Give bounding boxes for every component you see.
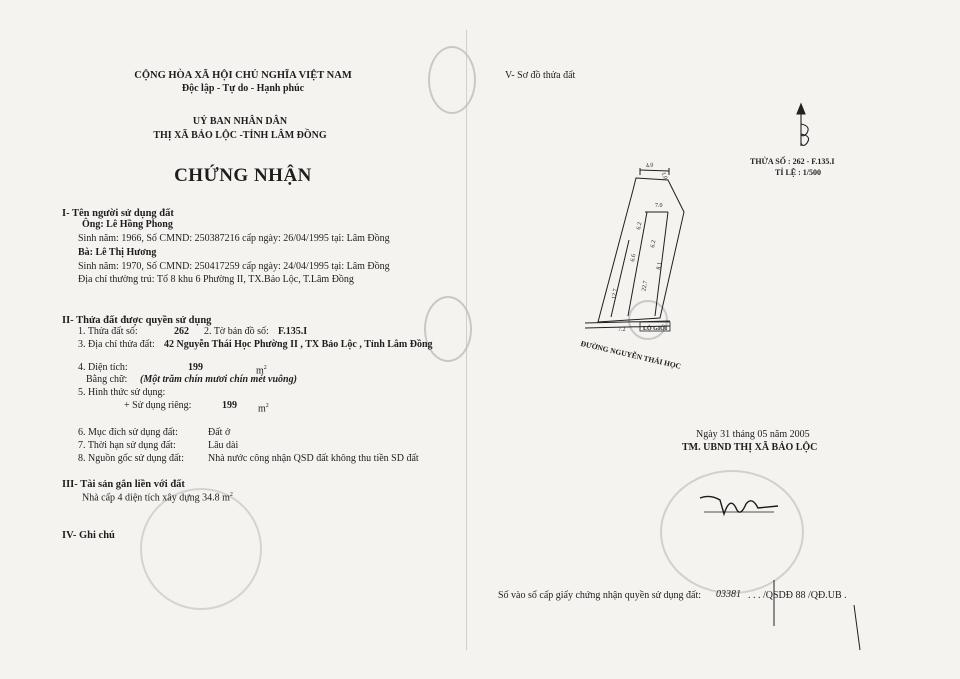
dim-left-long: 12.7: [611, 288, 620, 300]
private-use-value: 199: [222, 400, 237, 411]
dim-right-long: 22.7: [641, 280, 650, 292]
person1-info: Sinh năm: 1966, Số CMND: 250387216 cấp ngày: 26/04/1995 tại: Lâm Đồng: [78, 233, 390, 244]
dim-inner-c: 6.6: [630, 253, 638, 263]
page-title: CHỨNG NHẬN: [174, 165, 312, 186]
area-unit: $m^2$: [256, 365, 267, 377]
section1-heading: I- Tên người sử dụng đất: [62, 208, 174, 219]
registry-label: Số vào sổ cấp giấy chứng nhận quyền sử dụng đất:: [498, 590, 702, 601]
person1-name: Ông: Lê Hồng Phong: [82, 219, 173, 230]
parcel-address: 42 Nguyễn Thái Học Phường II , TX Bảo Lộc , Tỉnh Lâm Đồng: [164, 339, 433, 350]
purpose-label: 6. Mục đích sử dụng đất:: [78, 427, 178, 438]
purpose-value: Đất ở: [208, 427, 231, 438]
term-value: Lâu dài: [208, 440, 239, 451]
road-label: ĐƯỜNG NGUYỄN THÁI HỌC: [579, 338, 682, 371]
issue-date: Ngày 31 tháng 05 năm 2005: [696, 429, 810, 440]
asset-detail: Nhà cấp 4 diện tích xây dựng 34.8 $m^2$: [82, 492, 233, 504]
term-label: 7. Thời hạn sử dụng đất:: [78, 440, 176, 451]
section2-heading: II- Thửa đất được quyền sử dụng: [62, 315, 212, 326]
parcel-info: THỬA SỐ : 262 - F.135.I: [750, 157, 835, 166]
scale-label: TỈ LỆ : 1/500: [775, 168, 822, 177]
area-value: 199: [188, 362, 203, 373]
area-words: (Một trăm chín mươi chín mét vuông): [140, 374, 297, 385]
area-label: 4. Diện tích:: [78, 362, 128, 373]
origin-value: Nhà nước công nhận QSD đất không thu tiền SD đất: [208, 453, 419, 464]
area-words-label: Bằng chữ:: [86, 374, 128, 385]
person2-info: Sinh năm: 1970, Số CMND: 250417259 cấp ngày: 24/04/1995 tại: Lâm Đồng: [78, 261, 390, 272]
signer-title: TM. UBND THỊ XÃ BẢO LỘC: [682, 442, 818, 453]
town-heading: THỊ XÃ BẢO LỘC -TỈNH LÂM ĐỒNG: [153, 130, 327, 141]
origin-label: 8. Nguồn gốc sử dụng đất:: [78, 453, 184, 464]
owner-address: Địa chỉ thường trú: Tổ 8 khu 6 Phường II, TX.Bảo Lộc, T.Lâm Đồng: [78, 274, 354, 285]
dim-inner-d: 8.1: [656, 261, 664, 271]
private-use-label: + Sử dụng riêng:: [124, 400, 192, 411]
dim-top-left: 4.0: [645, 162, 654, 170]
committee-heading: UỶ BAN NHÂN DÂN: [192, 116, 288, 127]
usage-form-label: 5. Hình thức sử dụng:: [78, 387, 166, 398]
motto: Độc lập - Tự do - Hạnh phúc: [181, 83, 305, 94]
dim-inner-b: 6.2: [650, 239, 658, 249]
parcel-no: 262: [174, 326, 189, 337]
section4-heading: IV- Ghi chú: [62, 530, 115, 541]
dim-inner-a: 6.2: [636, 221, 644, 231]
section3-heading: III- Tài sản gắn liền với đất: [62, 479, 185, 490]
registry-suffix: . . . /QSDĐ 88 /QĐ.UB .: [748, 590, 847, 601]
section5-heading: V- Sơ đồ thửa đất: [505, 70, 576, 81]
parcel-label: 1. Thửa đất số:: [78, 326, 138, 337]
registry-no: 03381: [716, 589, 741, 600]
person2-name: Bà: Lê Thị Hương: [78, 247, 157, 258]
dim-top-right: 1.0: [659, 171, 668, 181]
map-label: 2. Tờ bản đồ số:: [204, 326, 269, 337]
parcel-address-label: 3. Địa chỉ thửa đất:: [78, 339, 155, 350]
nation-heading: CỘNG HÒA XÃ HỘI CHỦ NGHĨA VIỆT NAM: [134, 70, 352, 81]
lo-gioi-label: LỘ GIỚI: [643, 326, 668, 332]
private-use-unit: $m^2$: [258, 403, 269, 415]
dim-bottom: 7.2: [618, 327, 626, 333]
map-no: F.135.I: [278, 326, 308, 337]
dim-right-top: 7.0: [655, 203, 663, 209]
